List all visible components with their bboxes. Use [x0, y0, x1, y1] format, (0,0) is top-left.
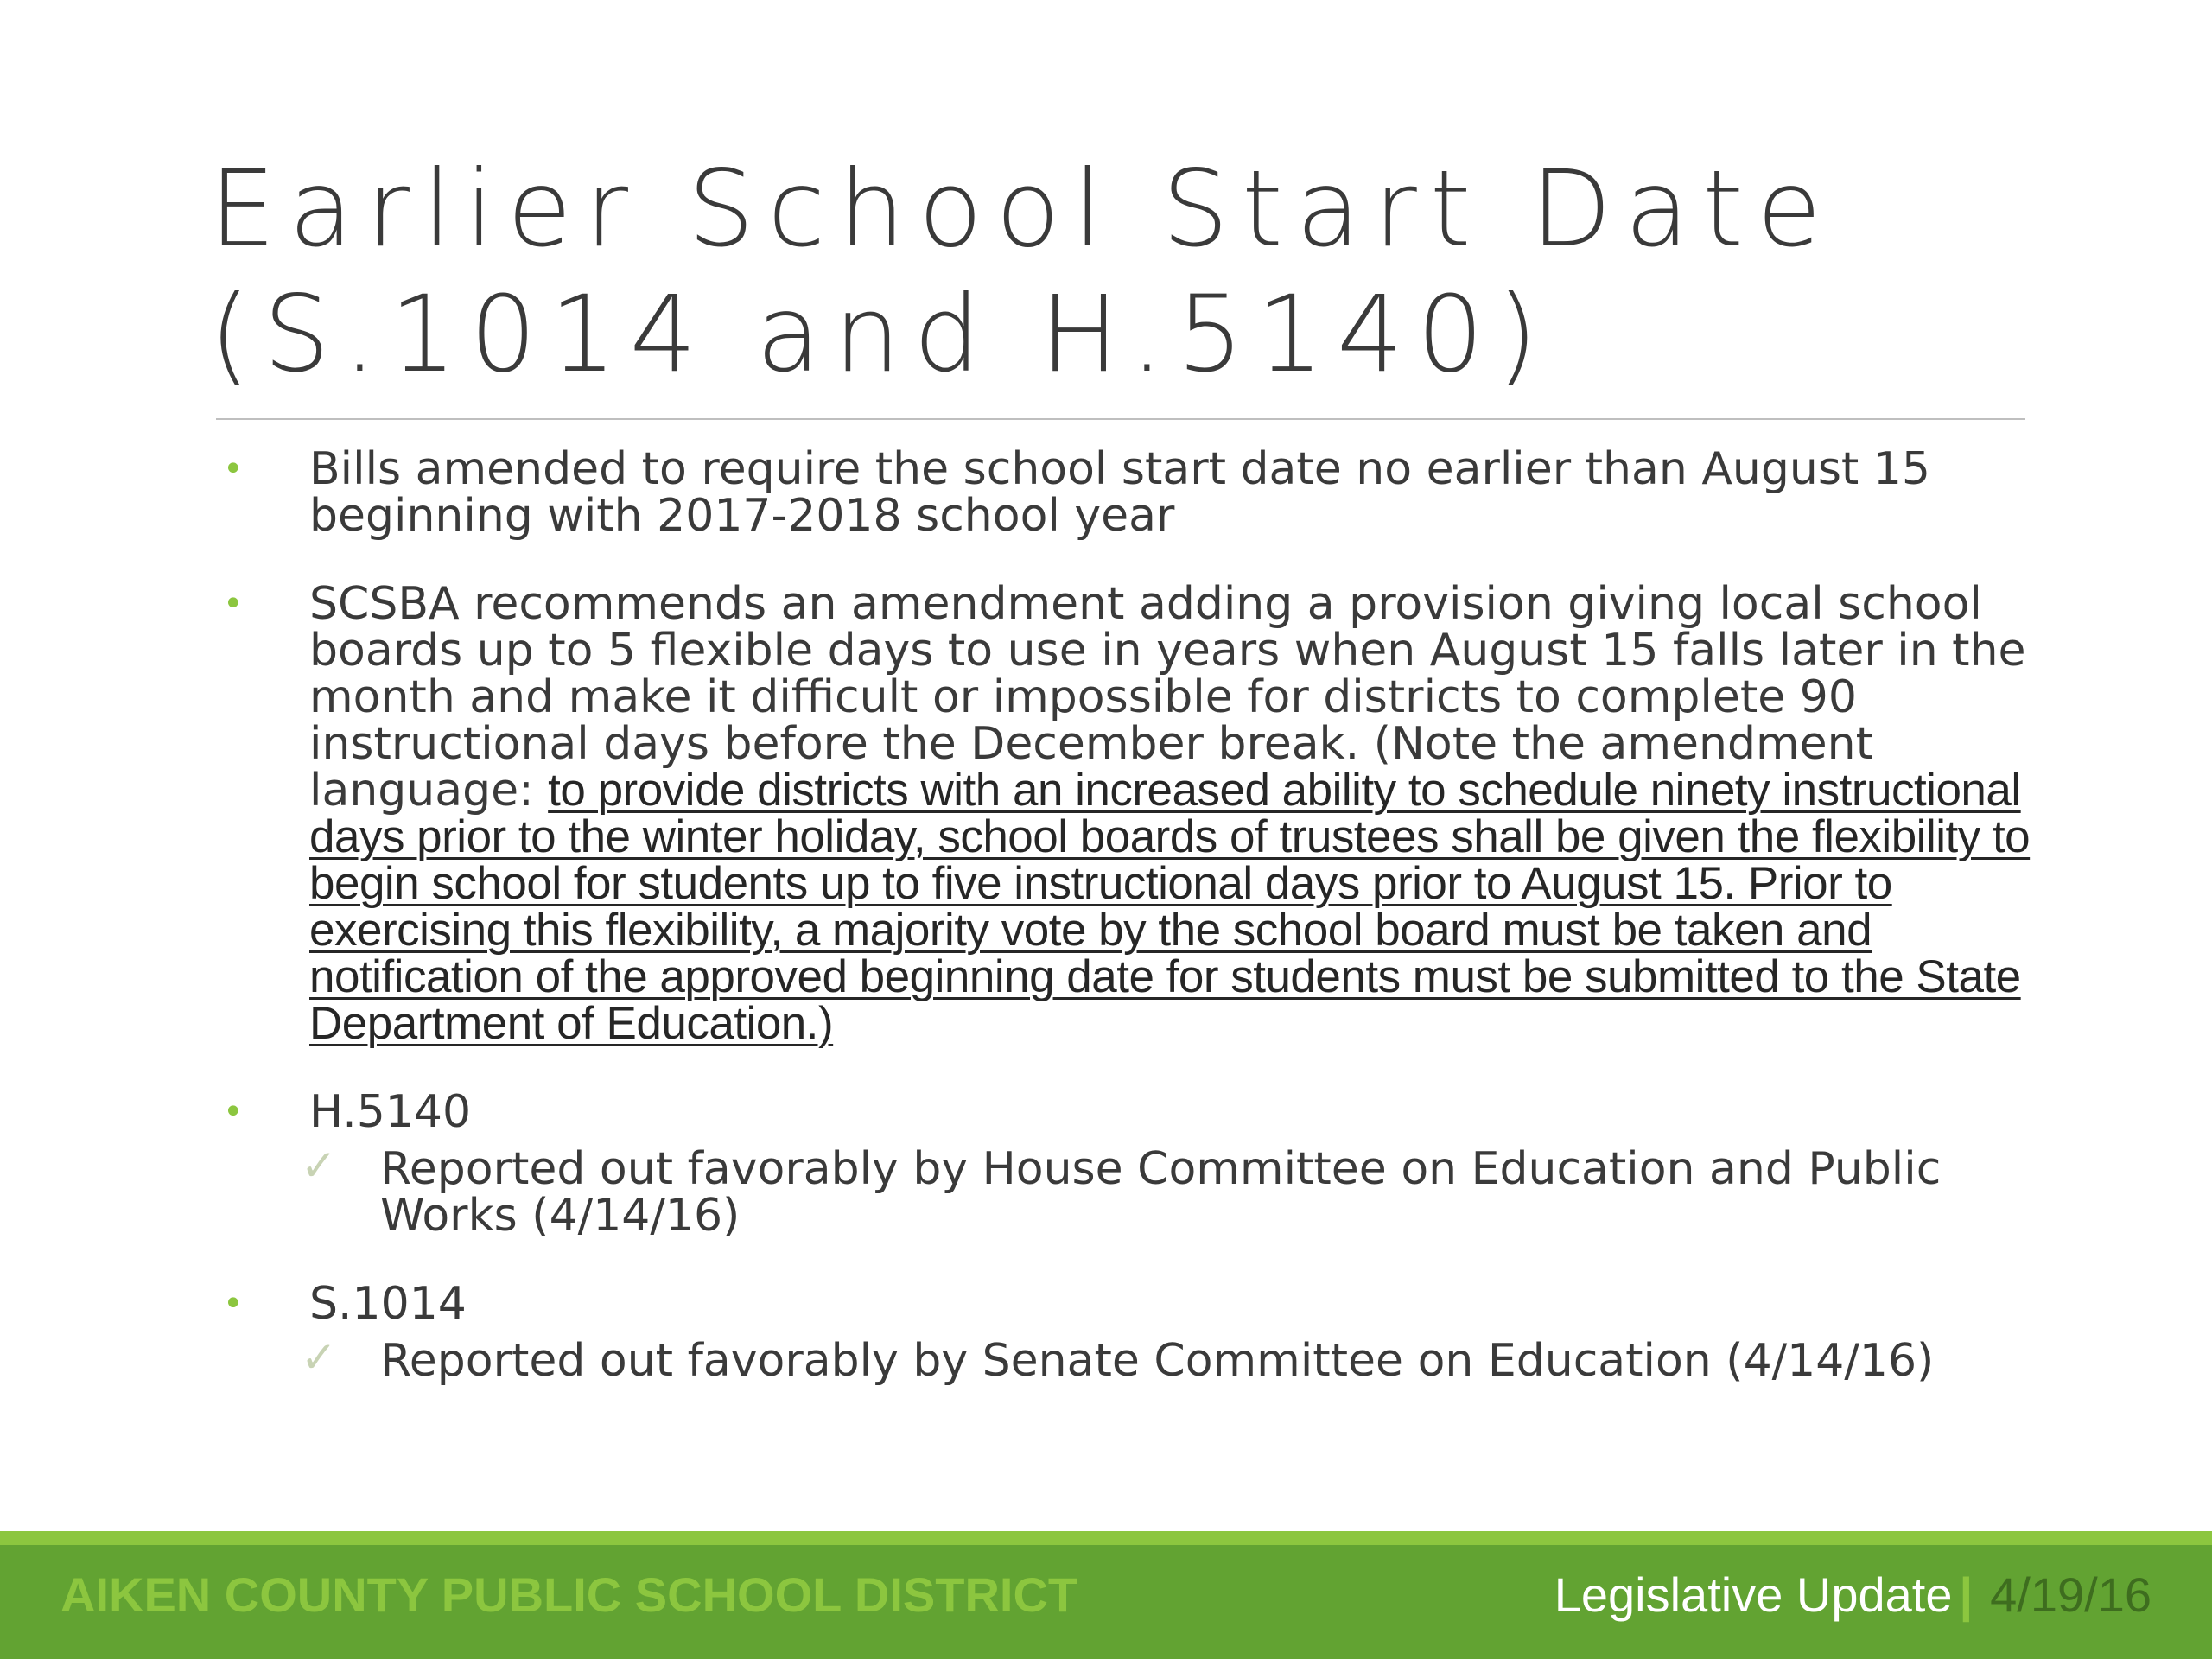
sub-item-h5140-status: [223, 1141, 2081, 1242]
sub-item-s1014-status: [223, 1332, 2081, 1387]
amendment-language: to provide districts with an increased ability to schedule ninety instructional days prior to the winter holiday, school boards of trustees shall be given the flexibility to begin school for students up to five instructional days prior to August 15. Prior to exercising this flexibility, a majority vote by the school board must be taken and notification of the approved beginning date for students must be submitted to the State Department of Education.): [309, 765, 2031, 1049]
bullet-text: [309, 578, 2081, 1049]
slide-title-line-2: (S.1014 and H.5140): [209, 273, 1551, 396]
bill-number: H.5140: [309, 1086, 472, 1138]
footer-district-name: AIKEN COUNTY PUBLIC SCHOOL DISTRICT: [60, 1567, 1078, 1622]
footer-date: 4/19/16: [1990, 1567, 2152, 1622]
footer-right: [1554, 1565, 2152, 1625]
bullet-item-s1014: [223, 1278, 2081, 1330]
checkmark-icon: ✓: [301, 1332, 337, 1382]
bullet-icon: •: [223, 584, 244, 624]
bullet-icon: •: [223, 1284, 244, 1324]
bullet-icon: •: [223, 1092, 244, 1132]
bullet-item-h5140: [223, 1086, 2081, 1138]
slide-title-line-1: Earlier School Start Date: [209, 148, 1834, 270]
bullet-text: Bills amended to require the school start date no earlier than August 15 beginning with 2017-2018 school year: [309, 443, 1931, 542]
title-divider: [216, 418, 2025, 420]
bullet-item-start-date: [223, 443, 2081, 542]
bullet-icon: •: [223, 449, 244, 489]
footer-label: Legislative Update: [1554, 1567, 1953, 1622]
recommendation-text: SCSBA recommends an amendment adding a provision giving local school boards up to 5 flexible days to use in years when August 15 falls later in the month and make it difficult or impossible for districts to complete 90 instructional days before the December break. (Note the amendment language:: [309, 578, 2026, 817]
bill-number: S.1014: [309, 1278, 467, 1330]
sub-item-text: Reported out favorably by Senate Committee on Education (4/14/16): [380, 1335, 1935, 1387]
checkmark-icon: ✓: [301, 1141, 337, 1191]
bullet-item-scsba-recommendation: [223, 578, 2081, 1049]
footer-separator: |: [1959, 1567, 1974, 1622]
sub-item-text: Reported out favorably by House Committee on Education and Public Works (4/14/16): [380, 1143, 1942, 1242]
slide-body: [223, 441, 2081, 1387]
slide-title: [209, 147, 2024, 397]
